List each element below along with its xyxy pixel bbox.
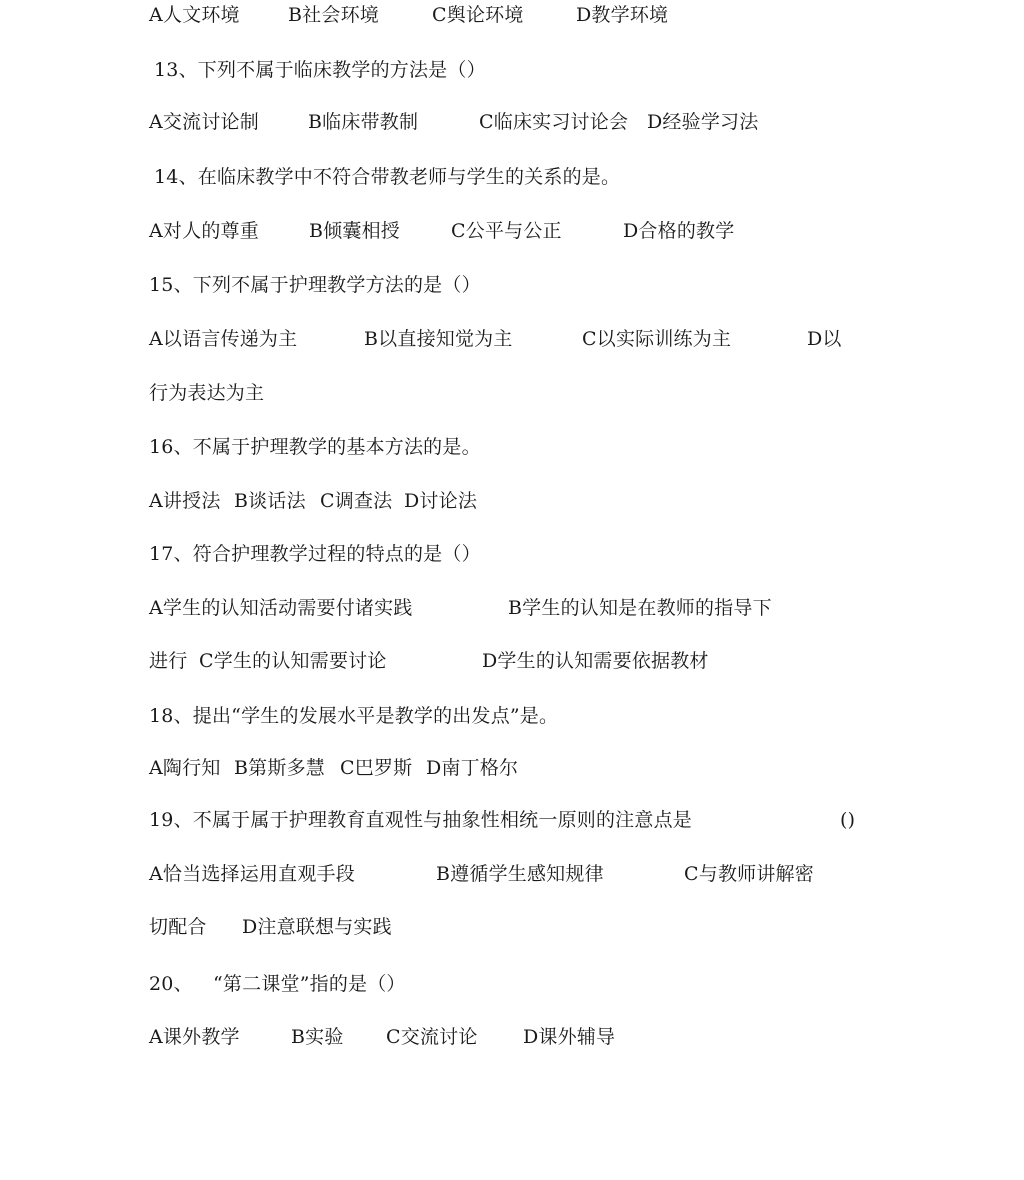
option-a: A人文环境 bbox=[149, 4, 240, 26]
options-line-20 bbox=[149, 1024, 616, 1180]
option-c: C学生的认知需要讨论 bbox=[199, 650, 387, 672]
question-text: 14、在临床教学中不符合带教老师与学生的关系的是。 bbox=[154, 166, 621, 188]
question-text: 15、下列不属于护理教学方法的是（） bbox=[149, 274, 481, 296]
option-a: A以语言传递为主 bbox=[149, 328, 298, 350]
option-b: B实验 bbox=[291, 1026, 344, 1048]
option-d: D经验学习法 bbox=[647, 111, 759, 133]
question-text: 17、符合护理教学过程的特点的是（） bbox=[149, 543, 481, 565]
option-b: B社会环境 bbox=[288, 4, 379, 26]
question-text: 18、提出“学生的发展水平是教学的出发点”是。 bbox=[149, 705, 559, 727]
answer-blank: () bbox=[840, 809, 856, 831]
option-a: A交流讨论制 bbox=[149, 111, 259, 133]
option-d: D南丁格尔 bbox=[426, 757, 519, 779]
option-b: B第斯多慧 bbox=[234, 757, 325, 779]
option-a: A陶行知 bbox=[149, 757, 221, 779]
option-b: B谈话法 bbox=[234, 490, 306, 512]
option-b: B倾囊相授 bbox=[309, 220, 400, 242]
option-c-cont: 切配合 bbox=[149, 916, 207, 938]
option-a: A学生的认知活动需要付诸实践 bbox=[149, 597, 413, 619]
option-d: D合格的教学 bbox=[623, 220, 735, 242]
option-c: C与教师讲解密 bbox=[684, 863, 814, 885]
option-d: D注意联想与实践 bbox=[242, 916, 392, 938]
option-d: D课外辅导 bbox=[523, 1026, 616, 1048]
option-b: B遵循学生感知规律 bbox=[436, 863, 604, 885]
option-d: D学生的认知需要依据教材 bbox=[482, 650, 709, 672]
option-b: B以直接知觉为主 bbox=[364, 328, 513, 350]
option-c: C以实际训练为主 bbox=[582, 328, 732, 350]
option-c: C交流讨论 bbox=[386, 1026, 478, 1048]
option-b-cont: 进行 bbox=[149, 650, 188, 672]
option-c: C调查法 bbox=[320, 490, 393, 512]
option-c: C舆论环境 bbox=[432, 4, 524, 26]
option-d: D以 bbox=[807, 328, 842, 350]
option-c: C巴罗斯 bbox=[340, 757, 413, 779]
option-d: D讨论法 bbox=[404, 490, 478, 512]
option-a: A恰当选择运用直观手段 bbox=[149, 863, 355, 885]
option-a: A课外教学 bbox=[149, 1026, 240, 1048]
option-d: D教学环境 bbox=[576, 4, 669, 26]
option-c: C临床实习讨论会 bbox=[479, 111, 629, 133]
option-d-cont: 行为表达为主 bbox=[149, 382, 265, 404]
option-a: A讲授法 bbox=[149, 490, 221, 512]
question-number: 20、 bbox=[149, 973, 193, 995]
question-text: “第二课堂”指的是（） bbox=[213, 973, 406, 995]
question-text: 13、下列不属于临床教学的方法是（） bbox=[154, 59, 486, 81]
question-text: 16、不属于护理教学的基本方法的是。 bbox=[149, 436, 481, 458]
option-b: B临床带教制 bbox=[308, 111, 419, 133]
option-a: A对人的尊重 bbox=[149, 220, 259, 242]
option-b: B学生的认知是在教师的指导下 bbox=[508, 597, 772, 619]
option-c: C公平与公正 bbox=[451, 220, 562, 242]
question-text: 19、不属于属于护理教育直观性与抽象性相统一原则的注意点是 bbox=[149, 809, 692, 831]
